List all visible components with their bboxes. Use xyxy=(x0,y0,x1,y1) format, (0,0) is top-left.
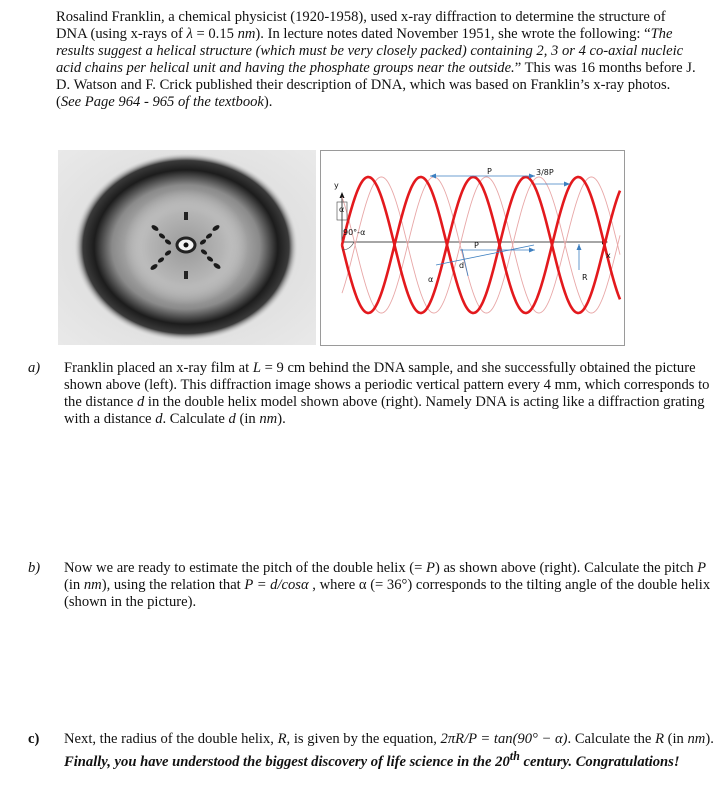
var-P-2: P xyxy=(697,560,707,576)
intro-text-2: = 0.15 xyxy=(192,26,238,42)
qc-text-4: (in xyxy=(663,731,688,747)
unit-nm: nm xyxy=(237,26,256,42)
qb-text-3: (in xyxy=(64,577,84,593)
intro-text-4: ” This was 16 months before J. D. Watson and F. Crick published their description of DNA, which was based on Franklin’s x-ray photos. ( xyxy=(56,60,696,110)
label-x-axis: x xyxy=(606,251,611,260)
closing-remark-end: century. Congratulations! xyxy=(519,753,680,770)
label-d: d xyxy=(459,261,465,270)
franklin-quote: The results suggest a helical structure (which must be very closely packed) containing 2, 3 or 4 co-axial nucleic acid chains per helical unit and having the phosphate groups near the outside. xyxy=(56,26,684,76)
question-c-label: c) xyxy=(28,731,40,747)
label-radius: R xyxy=(582,273,588,282)
qa-text-1: Franklin placed an x-ray film at xyxy=(64,360,253,376)
intro-text-5: ). xyxy=(263,94,273,110)
textbook-reference: See Page 964 - 965 of the textbook xyxy=(60,94,264,110)
question-b-label: b) xyxy=(28,560,41,576)
var-L: L xyxy=(252,360,261,376)
xray-diffraction-image xyxy=(58,150,316,345)
qc-text-1: Next, the radius of the double helix, xyxy=(64,731,278,747)
var-d-3: d xyxy=(228,411,236,427)
qa-text-2: = 9 cm behind the DNA sample, and she successfully obtained the picture shown above (left). This diffraction image shows a periodic vertical pattern every 4 mm, which corresponds to the distance xyxy=(64,360,710,410)
var-R: R xyxy=(277,731,287,747)
unit-nm-c: nm xyxy=(687,731,706,747)
qa-text-5: (in xyxy=(235,411,260,427)
intro-paragraph xyxy=(56,9,696,111)
qb-text-5: , where α (= 36°) corresponds to the tilting angle of the double helix (shown in the picture). xyxy=(64,577,711,610)
label-y-axis: y xyxy=(334,181,339,190)
unit-nm-a: nm xyxy=(259,411,278,427)
closing-superscript: th xyxy=(509,749,520,763)
lambda-symbol: λ xyxy=(186,26,193,42)
intro-text-1: Rosalind Franklin, a chemical physicist (1920-1958), used x-ray diffraction to determine the structure of DNA (using x-rays of xyxy=(56,9,666,42)
qb-text-1: Now we are ready to estimate the pitch of the double helix (= xyxy=(64,560,427,576)
question-a-label: a) xyxy=(28,360,41,376)
closing-remark: Finally, you have understood the biggest discovery of life science in the 20 xyxy=(64,753,510,770)
qc-text-5: ). xyxy=(705,731,714,747)
unit-nm-b: nm xyxy=(83,577,102,593)
label-p-middle: P xyxy=(474,241,479,250)
var-P: P xyxy=(426,560,435,576)
question-a xyxy=(28,360,714,428)
var-d-2: d xyxy=(155,411,163,427)
qa-text-4: . Calculate xyxy=(162,411,229,427)
qc-text-2: , is given by the equation, xyxy=(286,731,441,747)
label-alpha-box: α xyxy=(339,205,345,214)
question-c xyxy=(28,731,714,771)
label-three-eighths-p: 3/8P xyxy=(536,168,554,177)
label-ninety-minus-alpha: 90°-α xyxy=(343,228,366,237)
qa-text-6: ). xyxy=(277,411,286,427)
qb-text-2: ) as shown above (right). Calculate the pitch xyxy=(434,560,698,576)
question-b xyxy=(28,560,714,611)
pitch-equation: P = d/cosα xyxy=(244,577,309,593)
qb-text-4: ), using the relation that xyxy=(101,577,245,593)
double-helix-diagram xyxy=(320,150,625,346)
var-R-2: R xyxy=(655,731,664,747)
label-alpha-low: α xyxy=(428,275,434,284)
qc-text-3: . Calculate the xyxy=(567,731,656,747)
label-p-top: P xyxy=(487,167,492,176)
qa-text-3: in the double helix model shown above (right). Namely DNA is acting like a diffraction grating with a distance xyxy=(64,394,705,427)
radius-equation: 2πR/P = tan(90° − α) xyxy=(440,731,568,747)
var-d: d xyxy=(136,394,145,410)
intro-text-3: ). In lecture notes dated November 1951, she wrote the following: “ xyxy=(255,26,651,42)
